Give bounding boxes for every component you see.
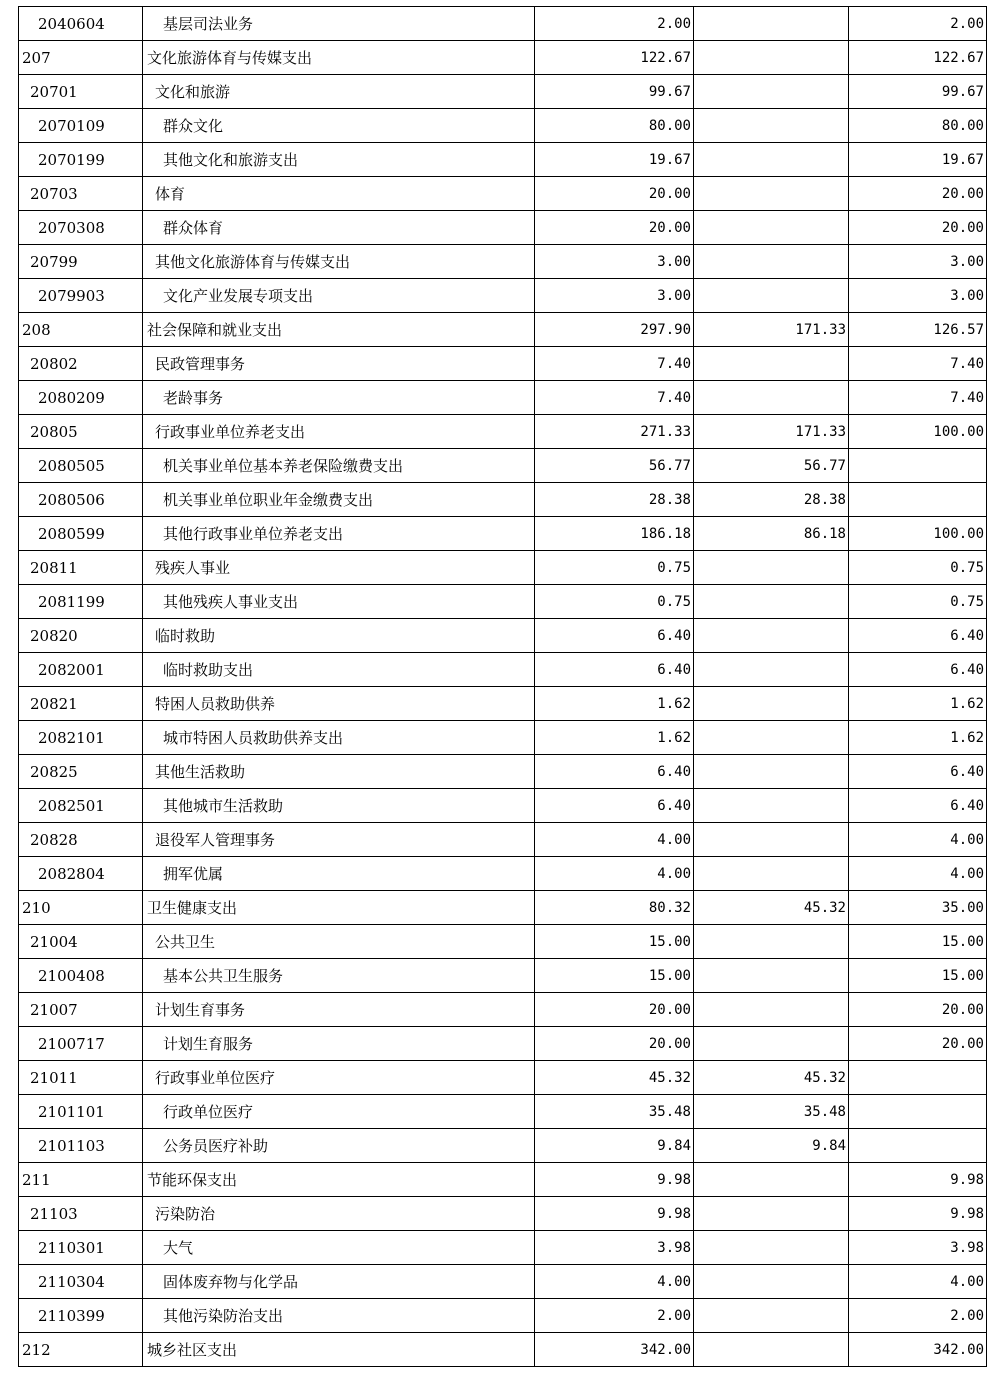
- project-expenditure-cell: 4.00: [849, 857, 987, 891]
- table-row: [19, 381, 987, 415]
- subject-code-cell: 20703: [19, 177, 143, 211]
- total-amount-cell: 45.32: [535, 1061, 694, 1095]
- table-body: [19, 7, 987, 1367]
- subject-name-cell: 城市特困人员救助供养支出: [143, 721, 535, 755]
- subject-name-cell: 文化产业发展专项支出: [143, 279, 535, 313]
- subject-name-cell: 文化旅游体育与传媒支出: [143, 41, 535, 75]
- subject-name-cell: 计划生育事务: [143, 993, 535, 1027]
- subject-name-cell: 社会保障和就业支出: [143, 313, 535, 347]
- table-row: [19, 755, 987, 789]
- project-expenditure-cell: 20.00: [849, 177, 987, 211]
- table-row: [19, 415, 987, 449]
- basic-expenditure-cell: [694, 381, 849, 415]
- total-amount-cell: 20.00: [535, 177, 694, 211]
- project-expenditure-cell: 1.62: [849, 687, 987, 721]
- basic-expenditure-cell: 86.18: [694, 517, 849, 551]
- table-row: [19, 449, 987, 483]
- project-expenditure-cell: 6.40: [849, 755, 987, 789]
- basic-expenditure-cell: [694, 109, 849, 143]
- total-amount-cell: 7.40: [535, 381, 694, 415]
- subject-name-cell: 其他文化旅游体育与传媒支出: [143, 245, 535, 279]
- project-expenditure-cell: 100.00: [849, 415, 987, 449]
- subject-name-cell: 机关事业单位基本养老保险缴费支出: [143, 449, 535, 483]
- basic-expenditure-cell: [694, 211, 849, 245]
- project-expenditure-cell: 2.00: [849, 1299, 987, 1333]
- table-row: [19, 483, 987, 517]
- total-amount-cell: 6.40: [535, 619, 694, 653]
- table-row: [19, 517, 987, 551]
- subject-name-cell: 其他城市生活救助: [143, 789, 535, 823]
- basic-expenditure-cell: [694, 993, 849, 1027]
- subject-name-cell: 基层司法业务: [143, 7, 535, 41]
- table-row: [19, 1061, 987, 1095]
- table-row: [19, 279, 987, 313]
- table-row: [19, 653, 987, 687]
- subject-name-cell: 特困人员救助供养: [143, 687, 535, 721]
- table-row: [19, 313, 987, 347]
- total-amount-cell: 2.00: [535, 1299, 694, 1333]
- subject-code-cell: 2080505: [19, 449, 143, 483]
- total-amount-cell: 4.00: [535, 857, 694, 891]
- total-amount-cell: 7.40: [535, 347, 694, 381]
- table-row: [19, 789, 987, 823]
- project-expenditure-cell: 0.75: [849, 551, 987, 585]
- subject-code-cell: 2082001: [19, 653, 143, 687]
- subject-code-cell: 207: [19, 41, 143, 75]
- subject-name-cell: 文化和旅游: [143, 75, 535, 109]
- basic-expenditure-cell: 9.84: [694, 1129, 849, 1163]
- subject-code-cell: 2081199: [19, 585, 143, 619]
- subject-name-cell: 公务员医疗补助: [143, 1129, 535, 1163]
- basic-expenditure-cell: [694, 619, 849, 653]
- total-amount-cell: 3.98: [535, 1231, 694, 1265]
- table-row: [19, 1231, 987, 1265]
- subject-name-cell: 其他行政事业单位养老支出: [143, 517, 535, 551]
- subject-name-cell: 民政管理事务: [143, 347, 535, 381]
- table-row: [19, 41, 987, 75]
- subject-code-cell: 20820: [19, 619, 143, 653]
- project-expenditure-cell: 15.00: [849, 925, 987, 959]
- total-amount-cell: 6.40: [535, 653, 694, 687]
- basic-expenditure-cell: [694, 41, 849, 75]
- subject-code-cell: 20805: [19, 415, 143, 449]
- project-expenditure-cell: 99.67: [849, 75, 987, 109]
- table-row: [19, 7, 987, 41]
- total-amount-cell: 9.98: [535, 1197, 694, 1231]
- subject-name-cell: 其他生活救助: [143, 755, 535, 789]
- subject-code-cell: 2070199: [19, 143, 143, 177]
- total-amount-cell: 1.62: [535, 721, 694, 755]
- basic-expenditure-cell: 28.38: [694, 483, 849, 517]
- subject-code-cell: 2080599: [19, 517, 143, 551]
- table-row: [19, 687, 987, 721]
- subject-name-cell: 体育: [143, 177, 535, 211]
- table-row: [19, 1299, 987, 1333]
- table-row: [19, 347, 987, 381]
- project-expenditure-cell: 19.67: [849, 143, 987, 177]
- subject-code-cell: 2100717: [19, 1027, 143, 1061]
- subject-code-cell: 21004: [19, 925, 143, 959]
- project-expenditure-cell: 9.98: [849, 1197, 987, 1231]
- subject-name-cell: 群众体育: [143, 211, 535, 245]
- table-row: [19, 619, 987, 653]
- basic-expenditure-cell: [694, 7, 849, 41]
- subject-code-cell: 2110399: [19, 1299, 143, 1333]
- basic-expenditure-cell: [694, 653, 849, 687]
- total-amount-cell: 122.67: [535, 41, 694, 75]
- subject-code-cell: 20802: [19, 347, 143, 381]
- subject-code-cell: 20799: [19, 245, 143, 279]
- project-expenditure-cell: 15.00: [849, 959, 987, 993]
- total-amount-cell: 15.00: [535, 959, 694, 993]
- subject-name-cell: 大气: [143, 1231, 535, 1265]
- basic-expenditure-cell: [694, 245, 849, 279]
- basic-expenditure-cell: [694, 347, 849, 381]
- subject-name-cell: 卫生健康支出: [143, 891, 535, 925]
- subject-name-cell: 老龄事务: [143, 381, 535, 415]
- subject-code-cell: 2082501: [19, 789, 143, 823]
- subject-code-cell: 20701: [19, 75, 143, 109]
- total-amount-cell: 4.00: [535, 823, 694, 857]
- total-amount-cell: 20.00: [535, 211, 694, 245]
- subject-name-cell: 污染防治: [143, 1197, 535, 1231]
- expenditure-table: [18, 6, 987, 1367]
- table-row: [19, 245, 987, 279]
- total-amount-cell: 35.48: [535, 1095, 694, 1129]
- basic-expenditure-cell: 56.77: [694, 449, 849, 483]
- project-expenditure-cell: 20.00: [849, 1027, 987, 1061]
- basic-expenditure-cell: [694, 279, 849, 313]
- project-expenditure-cell: 6.40: [849, 653, 987, 687]
- project-expenditure-cell: [849, 449, 987, 483]
- basic-expenditure-cell: [694, 1163, 849, 1197]
- subject-code-cell: 2079903: [19, 279, 143, 313]
- table-row: [19, 1129, 987, 1163]
- budget-expenditure-page: [18, 6, 986, 1367]
- table-row: [19, 1265, 987, 1299]
- project-expenditure-cell: 7.40: [849, 381, 987, 415]
- subject-code-cell: 2040604: [19, 7, 143, 41]
- subject-name-cell: 行政事业单位养老支出: [143, 415, 535, 449]
- subject-code-cell: 2101101: [19, 1095, 143, 1129]
- total-amount-cell: 342.00: [535, 1333, 694, 1367]
- subject-name-cell: 公共卫生: [143, 925, 535, 959]
- table-row: [19, 1333, 987, 1367]
- total-amount-cell: 56.77: [535, 449, 694, 483]
- subject-name-cell: 计划生育服务: [143, 1027, 535, 1061]
- subject-code-cell: 2082804: [19, 857, 143, 891]
- subject-name-cell: 基本公共卫生服务: [143, 959, 535, 993]
- basic-expenditure-cell: [694, 177, 849, 211]
- subject-code-cell: 2070308: [19, 211, 143, 245]
- total-amount-cell: 20.00: [535, 1027, 694, 1061]
- table-row: [19, 857, 987, 891]
- table-row: [19, 177, 987, 211]
- table-row: [19, 993, 987, 1027]
- project-expenditure-cell: 3.00: [849, 279, 987, 313]
- subject-name-cell: 退役军人管理事务: [143, 823, 535, 857]
- table-row: [19, 1197, 987, 1231]
- table-row: [19, 1095, 987, 1129]
- subject-name-cell: 临时救助支出: [143, 653, 535, 687]
- subject-code-cell: 2110304: [19, 1265, 143, 1299]
- basic-expenditure-cell: [694, 1027, 849, 1061]
- project-expenditure-cell: 126.57: [849, 313, 987, 347]
- total-amount-cell: 2.00: [535, 7, 694, 41]
- subject-name-cell: 其他文化和旅游支出: [143, 143, 535, 177]
- project-expenditure-cell: 1.62: [849, 721, 987, 755]
- total-amount-cell: 4.00: [535, 1265, 694, 1299]
- project-expenditure-cell: [849, 483, 987, 517]
- basic-expenditure-cell: [694, 1231, 849, 1265]
- subject-name-cell: 群众文化: [143, 109, 535, 143]
- basic-expenditure-cell: 171.33: [694, 415, 849, 449]
- subject-name-cell: 拥军优属: [143, 857, 535, 891]
- subject-code-cell: 210: [19, 891, 143, 925]
- subject-code-cell: 212: [19, 1333, 143, 1367]
- subject-code-cell: 211: [19, 1163, 143, 1197]
- project-expenditure-cell: 342.00: [849, 1333, 987, 1367]
- table-row: [19, 959, 987, 993]
- subject-code-cell: 20811: [19, 551, 143, 585]
- project-expenditure-cell: [849, 1095, 987, 1129]
- total-amount-cell: 15.00: [535, 925, 694, 959]
- subject-code-cell: 21011: [19, 1061, 143, 1095]
- basic-expenditure-cell: [694, 687, 849, 721]
- basic-expenditure-cell: [694, 1197, 849, 1231]
- project-expenditure-cell: 20.00: [849, 211, 987, 245]
- table-row: [19, 1163, 987, 1197]
- project-expenditure-cell: 3.00: [849, 245, 987, 279]
- total-amount-cell: 0.75: [535, 551, 694, 585]
- total-amount-cell: 99.67: [535, 75, 694, 109]
- total-amount-cell: 297.90: [535, 313, 694, 347]
- project-expenditure-cell: 0.75: [849, 585, 987, 619]
- total-amount-cell: 271.33: [535, 415, 694, 449]
- subject-code-cell: 2082101: [19, 721, 143, 755]
- project-expenditure-cell: 9.98: [849, 1163, 987, 1197]
- subject-code-cell: 2110301: [19, 1231, 143, 1265]
- project-expenditure-cell: 35.00: [849, 891, 987, 925]
- subject-code-cell: 20828: [19, 823, 143, 857]
- basic-expenditure-cell: [694, 823, 849, 857]
- total-amount-cell: 186.18: [535, 517, 694, 551]
- total-amount-cell: 20.00: [535, 993, 694, 1027]
- project-expenditure-cell: 20.00: [849, 993, 987, 1027]
- subject-code-cell: 21007: [19, 993, 143, 1027]
- subject-code-cell: 20821: [19, 687, 143, 721]
- project-expenditure-cell: 4.00: [849, 1265, 987, 1299]
- project-expenditure-cell: 2.00: [849, 7, 987, 41]
- total-amount-cell: 6.40: [535, 789, 694, 823]
- total-amount-cell: 9.84: [535, 1129, 694, 1163]
- subject-name-cell: 行政单位医疗: [143, 1095, 535, 1129]
- subject-code-cell: 2100408: [19, 959, 143, 993]
- table-row: [19, 143, 987, 177]
- total-amount-cell: 28.38: [535, 483, 694, 517]
- table-row: [19, 721, 987, 755]
- table-row: [19, 891, 987, 925]
- project-expenditure-cell: 6.40: [849, 789, 987, 823]
- subject-name-cell: 城乡社区支出: [143, 1333, 535, 1367]
- basic-expenditure-cell: [694, 551, 849, 585]
- subject-name-cell: 机关事业单位职业年金缴费支出: [143, 483, 535, 517]
- project-expenditure-cell: 122.67: [849, 41, 987, 75]
- subject-name-cell: 临时救助: [143, 619, 535, 653]
- subject-code-cell: 2080506: [19, 483, 143, 517]
- subject-code-cell: 2070109: [19, 109, 143, 143]
- total-amount-cell: 3.00: [535, 279, 694, 313]
- table-row: [19, 211, 987, 245]
- subject-name-cell: 固体废弃物与化学品: [143, 1265, 535, 1299]
- basic-expenditure-cell: 35.48: [694, 1095, 849, 1129]
- basic-expenditure-cell: [694, 143, 849, 177]
- basic-expenditure-cell: [694, 1333, 849, 1367]
- basic-expenditure-cell: 45.32: [694, 1061, 849, 1095]
- basic-expenditure-cell: [694, 789, 849, 823]
- basic-expenditure-cell: 171.33: [694, 313, 849, 347]
- table-row: [19, 109, 987, 143]
- project-expenditure-cell: 6.40: [849, 619, 987, 653]
- subject-name-cell: 行政事业单位医疗: [143, 1061, 535, 1095]
- basic-expenditure-cell: [694, 75, 849, 109]
- basic-expenditure-cell: [694, 925, 849, 959]
- total-amount-cell: 6.40: [535, 755, 694, 789]
- table-row: [19, 1027, 987, 1061]
- total-amount-cell: 0.75: [535, 585, 694, 619]
- table-row: [19, 551, 987, 585]
- basic-expenditure-cell: [694, 857, 849, 891]
- project-expenditure-cell: 100.00: [849, 517, 987, 551]
- subject-name-cell: 节能环保支出: [143, 1163, 535, 1197]
- table-row: [19, 823, 987, 857]
- subject-code-cell: 20825: [19, 755, 143, 789]
- project-expenditure-cell: 80.00: [849, 109, 987, 143]
- table-row: [19, 75, 987, 109]
- basic-expenditure-cell: [694, 1299, 849, 1333]
- basic-expenditure-cell: [694, 1265, 849, 1299]
- subject-name-cell: 残疾人事业: [143, 551, 535, 585]
- project-expenditure-cell: [849, 1129, 987, 1163]
- basic-expenditure-cell: [694, 755, 849, 789]
- table-row: [19, 925, 987, 959]
- subject-code-cell: 2080209: [19, 381, 143, 415]
- subject-name-cell: 其他残疾人事业支出: [143, 585, 535, 619]
- subject-name-cell: 其他污染防治支出: [143, 1299, 535, 1333]
- total-amount-cell: 80.32: [535, 891, 694, 925]
- project-expenditure-cell: 3.98: [849, 1231, 987, 1265]
- project-expenditure-cell: 7.40: [849, 347, 987, 381]
- total-amount-cell: 80.00: [535, 109, 694, 143]
- total-amount-cell: 3.00: [535, 245, 694, 279]
- basic-expenditure-cell: [694, 585, 849, 619]
- project-expenditure-cell: 4.00: [849, 823, 987, 857]
- project-expenditure-cell: [849, 1061, 987, 1095]
- subject-code-cell: 2101103: [19, 1129, 143, 1163]
- total-amount-cell: 1.62: [535, 687, 694, 721]
- basic-expenditure-cell: [694, 721, 849, 755]
- basic-expenditure-cell: 45.32: [694, 891, 849, 925]
- total-amount-cell: 9.98: [535, 1163, 694, 1197]
- subject-code-cell: 21103: [19, 1197, 143, 1231]
- total-amount-cell: 19.67: [535, 143, 694, 177]
- subject-code-cell: 208: [19, 313, 143, 347]
- table-row: [19, 585, 987, 619]
- basic-expenditure-cell: [694, 959, 849, 993]
